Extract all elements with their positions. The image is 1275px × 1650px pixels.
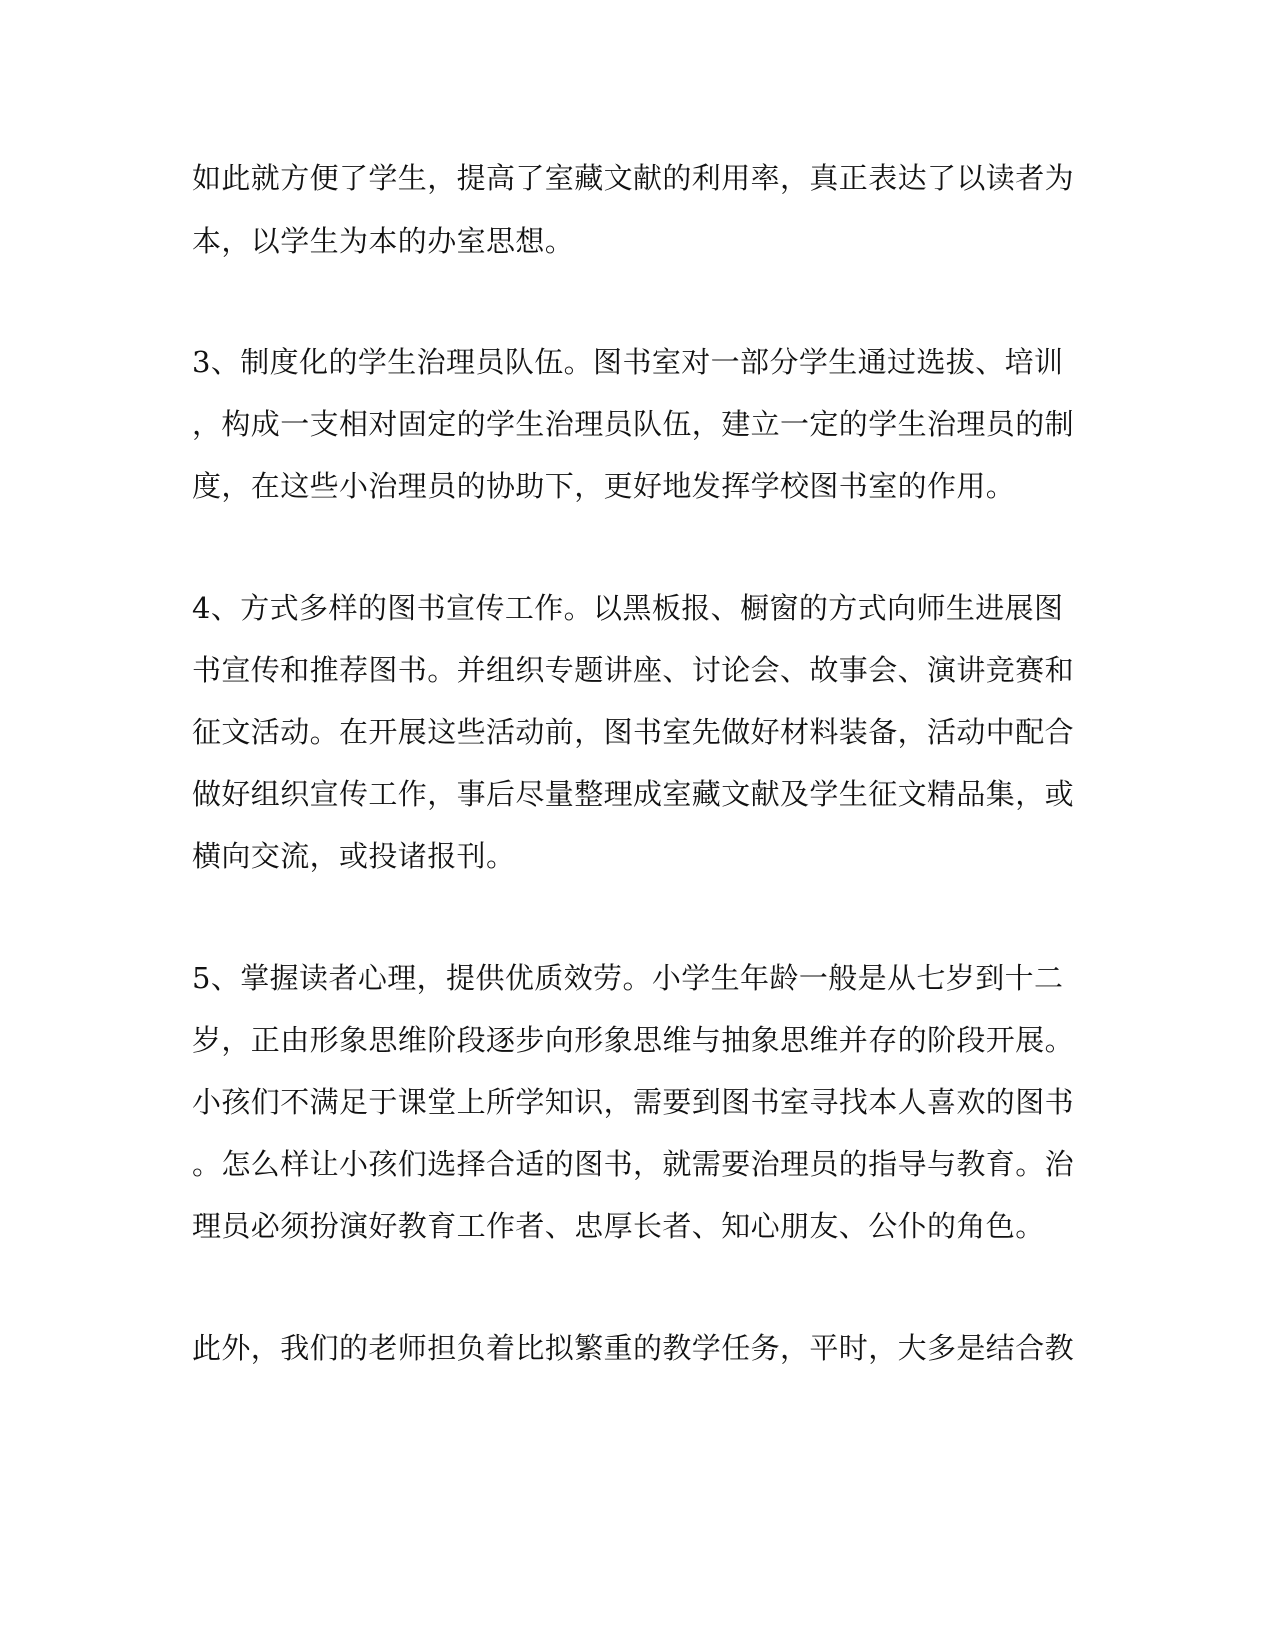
paragraph-4-line-5: 理员必须扮演好教育工作者、忠厚长者、知心朋友、公仆的角色。 — [192, 1209, 1045, 1243]
paragraph-3-line-2: 书宣传和推荐图书。并组织专题讲座、讨论会、故事会、演讲竞赛和 — [192, 653, 1075, 687]
paragraph-4-line-4: 。怎么样让小孩们选择合适的图书，就需要治理员的指导与教育。治 — [192, 1147, 1075, 1181]
paragraph-3-line-4: 做好组织宣传工作，事后尽量整理成室藏文献及学生征文精品集，或 — [192, 777, 1075, 811]
paragraph-3-line-1: 4、方式多样的图书宣传工作。以黑板报、橱窗的方式向师生进展图 — [192, 591, 1064, 625]
paragraph-1-line-2: 本，以学生为本的办室思想。 — [192, 224, 575, 258]
paragraph-4-line-2: 岁，正由形象思维阶段逐步向形象思维与抽象思维并存的阶段开展。 — [192, 1023, 1075, 1057]
paragraph-4-line-3: 小孩们不满足于课堂上所学知识，需要到图书室寻找本人喜欢的图书 — [192, 1085, 1075, 1119]
paragraph-3-line-5: 横向交流，或投诸报刊。 — [192, 839, 516, 873]
paragraph-4-line-1: 5、掌握读者心理，提供优质效劳。小学生年龄一般是从七岁到十二 — [192, 961, 1064, 995]
paragraph-2-line-3: 度，在这些小治理员的协助下，更好地发挥学校图书室的作用。 — [192, 469, 1016, 503]
paragraph-2-line-1: 3、制度化的学生治理员队伍。图书室对一部分学生通过选拔、培训 — [192, 345, 1064, 379]
paragraph-5-line-1: 此外，我们的老师担负着比拟繁重的教学任务，平时，大多是结合教 — [192, 1331, 1075, 1365]
paragraph-2-line-2: ，构成一支相对固定的学生治理员队伍，建立一定的学生治理员的制 — [192, 407, 1075, 441]
paragraph-1-line-1: 如此就方便了学生，提高了室藏文献的利用率，真正表达了以读者为 — [192, 161, 1075, 195]
paragraph-3-line-3: 征文活动。在开展这些活动前，图书室先做好材料装备，活动中配合 — [192, 715, 1075, 749]
